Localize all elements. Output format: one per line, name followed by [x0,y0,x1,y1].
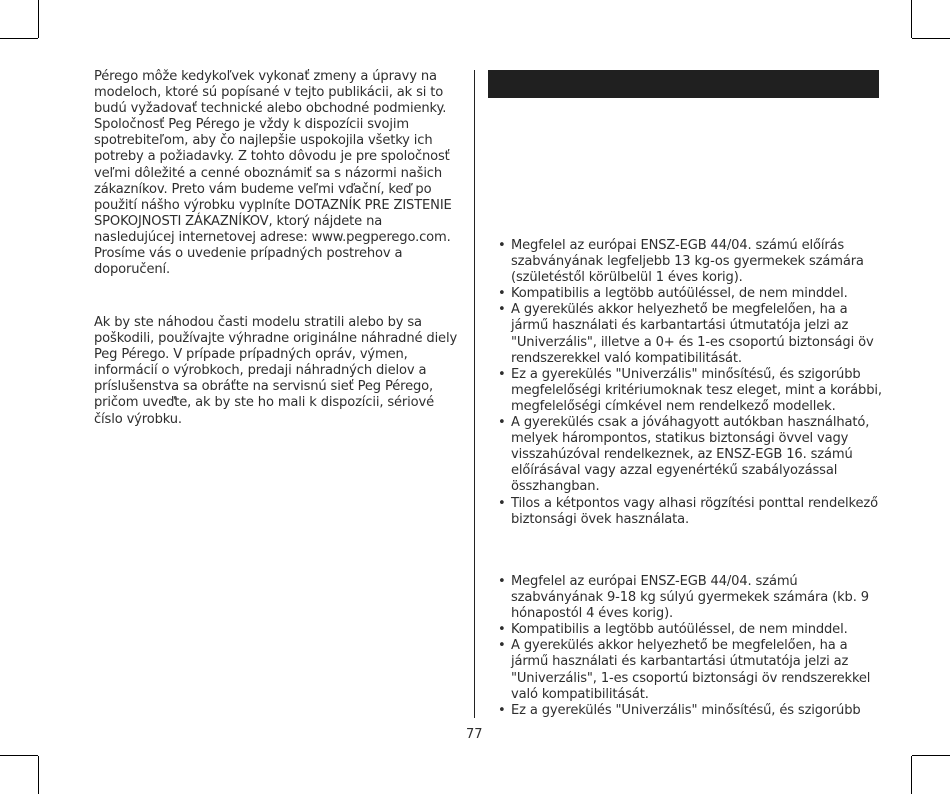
group-0-bullet-list [498,238,886,528]
spare-parts-paragraph: Ak by ste náhodou časti modelu stratili alebo by sa poškodili, používajte výhradne originálne náhradné diely Peg Pérego. V prípade prípadných opráv, výmen, informácií o výrobkoch, predaji náhradných dielov a príslušenstva sa obráťte na servisnú sieť Peg Pérego, pričom uveďte, ak by ste ho mali k dispozícii, sériové číslo výrobku. [94,315,458,427]
list-item: • Kompatibilis a legtöbb autóüléssel, de nem minddel. [498,286,848,302]
bullet-icon: • [498,302,506,318]
bullet-icon: • [498,622,506,638]
list-item: • A gyerekülés akkor helyezhető be megfelelően, ha a jármű használati és karbantartási útmutatója jelzi az "Univerzális", illetve a 0+ és 1-es csoportú biztonsági öv rendszerekkel való kompatibilitását. [498,302,874,366]
crop-mark [911,0,912,38]
list-item: • Ez a gyerekülés "Univerzális" minősítésű, és szigorúbb [498,702,861,718]
bullet-icon: • [498,286,506,302]
crop-mark [38,756,39,794]
crop-mark [0,38,38,39]
column-divider [474,70,475,718]
list-item: • Kompatibilis a legtöbb autóüléssel, de nem minddel. [498,622,848,638]
intro-paragraph: Pérego môže kedykoľvek vykonať zmeny a úpravy na modeloch, ktoré sú popísané v tejto publikácii, ak si to budú vyžadovať technické alebo obchodné podmienky. Spoločnosť Peg Pérego je vždy k dispozícii svojim spotrebiteľom, aby čo najlepšie uspokojila všetky ich potreby a požiadavky. Z tohto dôvodu je pre spoločnosť veľmi dôležité a cenné oboznámiť sa s názormi našich zákazníkov. Preto vám budeme veľmi vďační, keď po použití nášho výrobku vyplníte DOTAZNÍK PRE ZISTENIE SPOKOJNOSTI ZÁKAZNÍKOV, ktorý nájdete na nasledujúcej internetovej adrese: www.pegperego.com. Prosíme vás o uvedenie prípadných postrehov a doporučení. [94,69,452,278]
crop-mark [911,756,912,794]
list-item: • Tilos a kétpontos vagy alhasi rögzítési ponttal rendelkező biztonsági övek használata. [498,495,878,527]
list-item: • Megfelel az európai ENSZ-EGB 44/04. számú szabványának 9-18 kg súlyú gyermekek számára (kb. 9 hónapostól 4 éves korig). [498,574,869,622]
group-1-bullet-list [498,574,886,719]
bullet-icon: • [498,638,506,654]
list-item: • Ez a gyerekülés "Univerzális" minősítésű, és szigorúbb megfelelőségi kritériumoknak tesz eleget, mint a korábbi, megfelelőségi címkével nem rendelkező modellek. [498,366,882,414]
crop-mark [912,38,950,39]
section-header-bar [488,70,879,98]
bullet-icon: • [498,238,506,253]
list-item: • A gyerekülés csak a jóváhagyott autókban használható, melyek hárompontos, statikus biztonsági övvel vagy visszahúzóval rendelkeznek, az ENSZ-EGB 16. számú előírásával vagy azzal egyenértékű szabályozással összhangban. [498,415,870,495]
list-item: • Megfelel az európai ENSZ-EGB 44/04. számú előírás szabványának legfeljebb 13 kg-os gyermekek számára (születéstől körülbelül 1 éves korig). [498,238,864,286]
bullet-icon: • [498,574,506,589]
bullet-icon: • [498,415,506,431]
crop-mark [912,755,950,756]
bullet-icon: • [498,495,506,511]
crop-mark [38,0,39,38]
list-item: • A gyerekülés akkor helyezhető be megfelelően, ha a jármű használati és karbantartási útmutatója jelzi az "Univerzális", 1-es csoportú biztonsági öv rendszerekkel való kompatibilitását. [498,638,871,702]
crop-mark [0,755,38,756]
page-number: 77 [466,727,483,742]
bullet-icon: • [498,366,506,382]
bullet-icon: • [498,702,506,718]
